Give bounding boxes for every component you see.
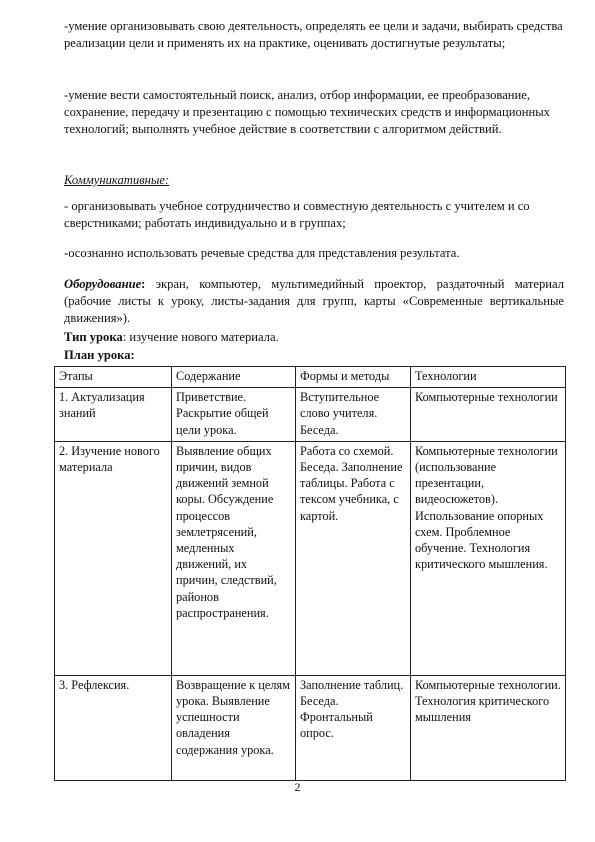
header-content: Содержание <box>172 367 296 388</box>
cell-technologies: Компьютерные технологии <box>411 388 566 442</box>
lesson-plan-table <box>54 366 566 781</box>
lesson-type-label: Тип урока <box>64 330 123 344</box>
header-stages: Этапы <box>55 367 172 388</box>
table-row <box>55 388 566 442</box>
cell-technologies: Компьютерные технологии. Технология критического мышления <box>411 675 566 780</box>
communicative-heading-text: Коммуникативные: <box>64 173 170 187</box>
table-header-row <box>55 367 566 388</box>
equipment-text: экран, компьютер, мультимедийный проектор, раздаточный материал (рабочие листы к уроку, листы-задания для групп, карты «Современные вертикальные движения»). <box>64 277 564 325</box>
equipment-colon: : <box>141 277 146 291</box>
paragraph-goal-setting: -умение организовывать свою деятельность, определять ее цели и задачи, выбирать средства реализации цели и применять их на практике, оценивать достигнутые результаты; <box>64 19 563 50</box>
equipment-label: Оборудование <box>64 277 142 291</box>
cell-methods: Работа со схемой. Беседа. Заполнение таблицы. Работа с тексом учебника, с картой. <box>296 441 411 675</box>
communicative-heading <box>64 172 564 189</box>
cell-technologies: Компьютерные технологии (использование презентации, видеосюжетов). Использование опорных схем. Проблемное обучение. Технология критического мышления. <box>411 441 566 675</box>
cell-stage: 1. Актуализация знаний <box>55 388 172 442</box>
header-technologies: Технологии <box>411 367 566 388</box>
table-row <box>55 441 566 675</box>
cell-stage: 2. Изучение нового материала <box>55 441 172 675</box>
plan-title: План урока: <box>64 348 135 362</box>
cell-stage: 3. Рефлексия. <box>55 675 172 780</box>
cell-methods: Вступительное слово учителя. Беседа. <box>296 388 411 442</box>
paragraph-information-search: -умение вести самостоятельный поиск, анализ, отбор информации, ее преобразование, сохранение, передачу и презентацию с помощью технических средств и информационных технологий; выполнять учебное действие в соответствии с алгоритмом действий. <box>64 88 550 136</box>
cell-content: Возвращение к целям урока. Выявление успешности овладения содержания урока. <box>172 675 296 780</box>
paragraph-speech-means: -осознанно использовать речевые средства для представления результата. <box>64 246 460 260</box>
paragraph-cooperation: - организовывать учебное сотрудничество и совместную деятельность с учителем и со сверстниками; работать индивидуально и в группах; <box>64 199 530 230</box>
cell-content: Приветствие. Раскрытие общей цели урока. <box>172 388 296 442</box>
lesson-type-paragraph <box>64 329 564 346</box>
page-number: 2 <box>294 780 301 794</box>
cell-content: Выявление общих причин, видов движений земной коры. Обсуждение процессов землетрясений, медленных движений, их причин, следствий, районов распространения. <box>172 441 296 675</box>
lesson-type-text: : изучение нового материала. <box>122 330 279 344</box>
header-methods: Формы и методы <box>296 367 411 388</box>
equipment-paragraph <box>64 276 564 327</box>
table-row <box>55 675 566 780</box>
cell-methods: Заполнение таблиц. Беседа. Фронтальный опрос. <box>296 675 411 780</box>
